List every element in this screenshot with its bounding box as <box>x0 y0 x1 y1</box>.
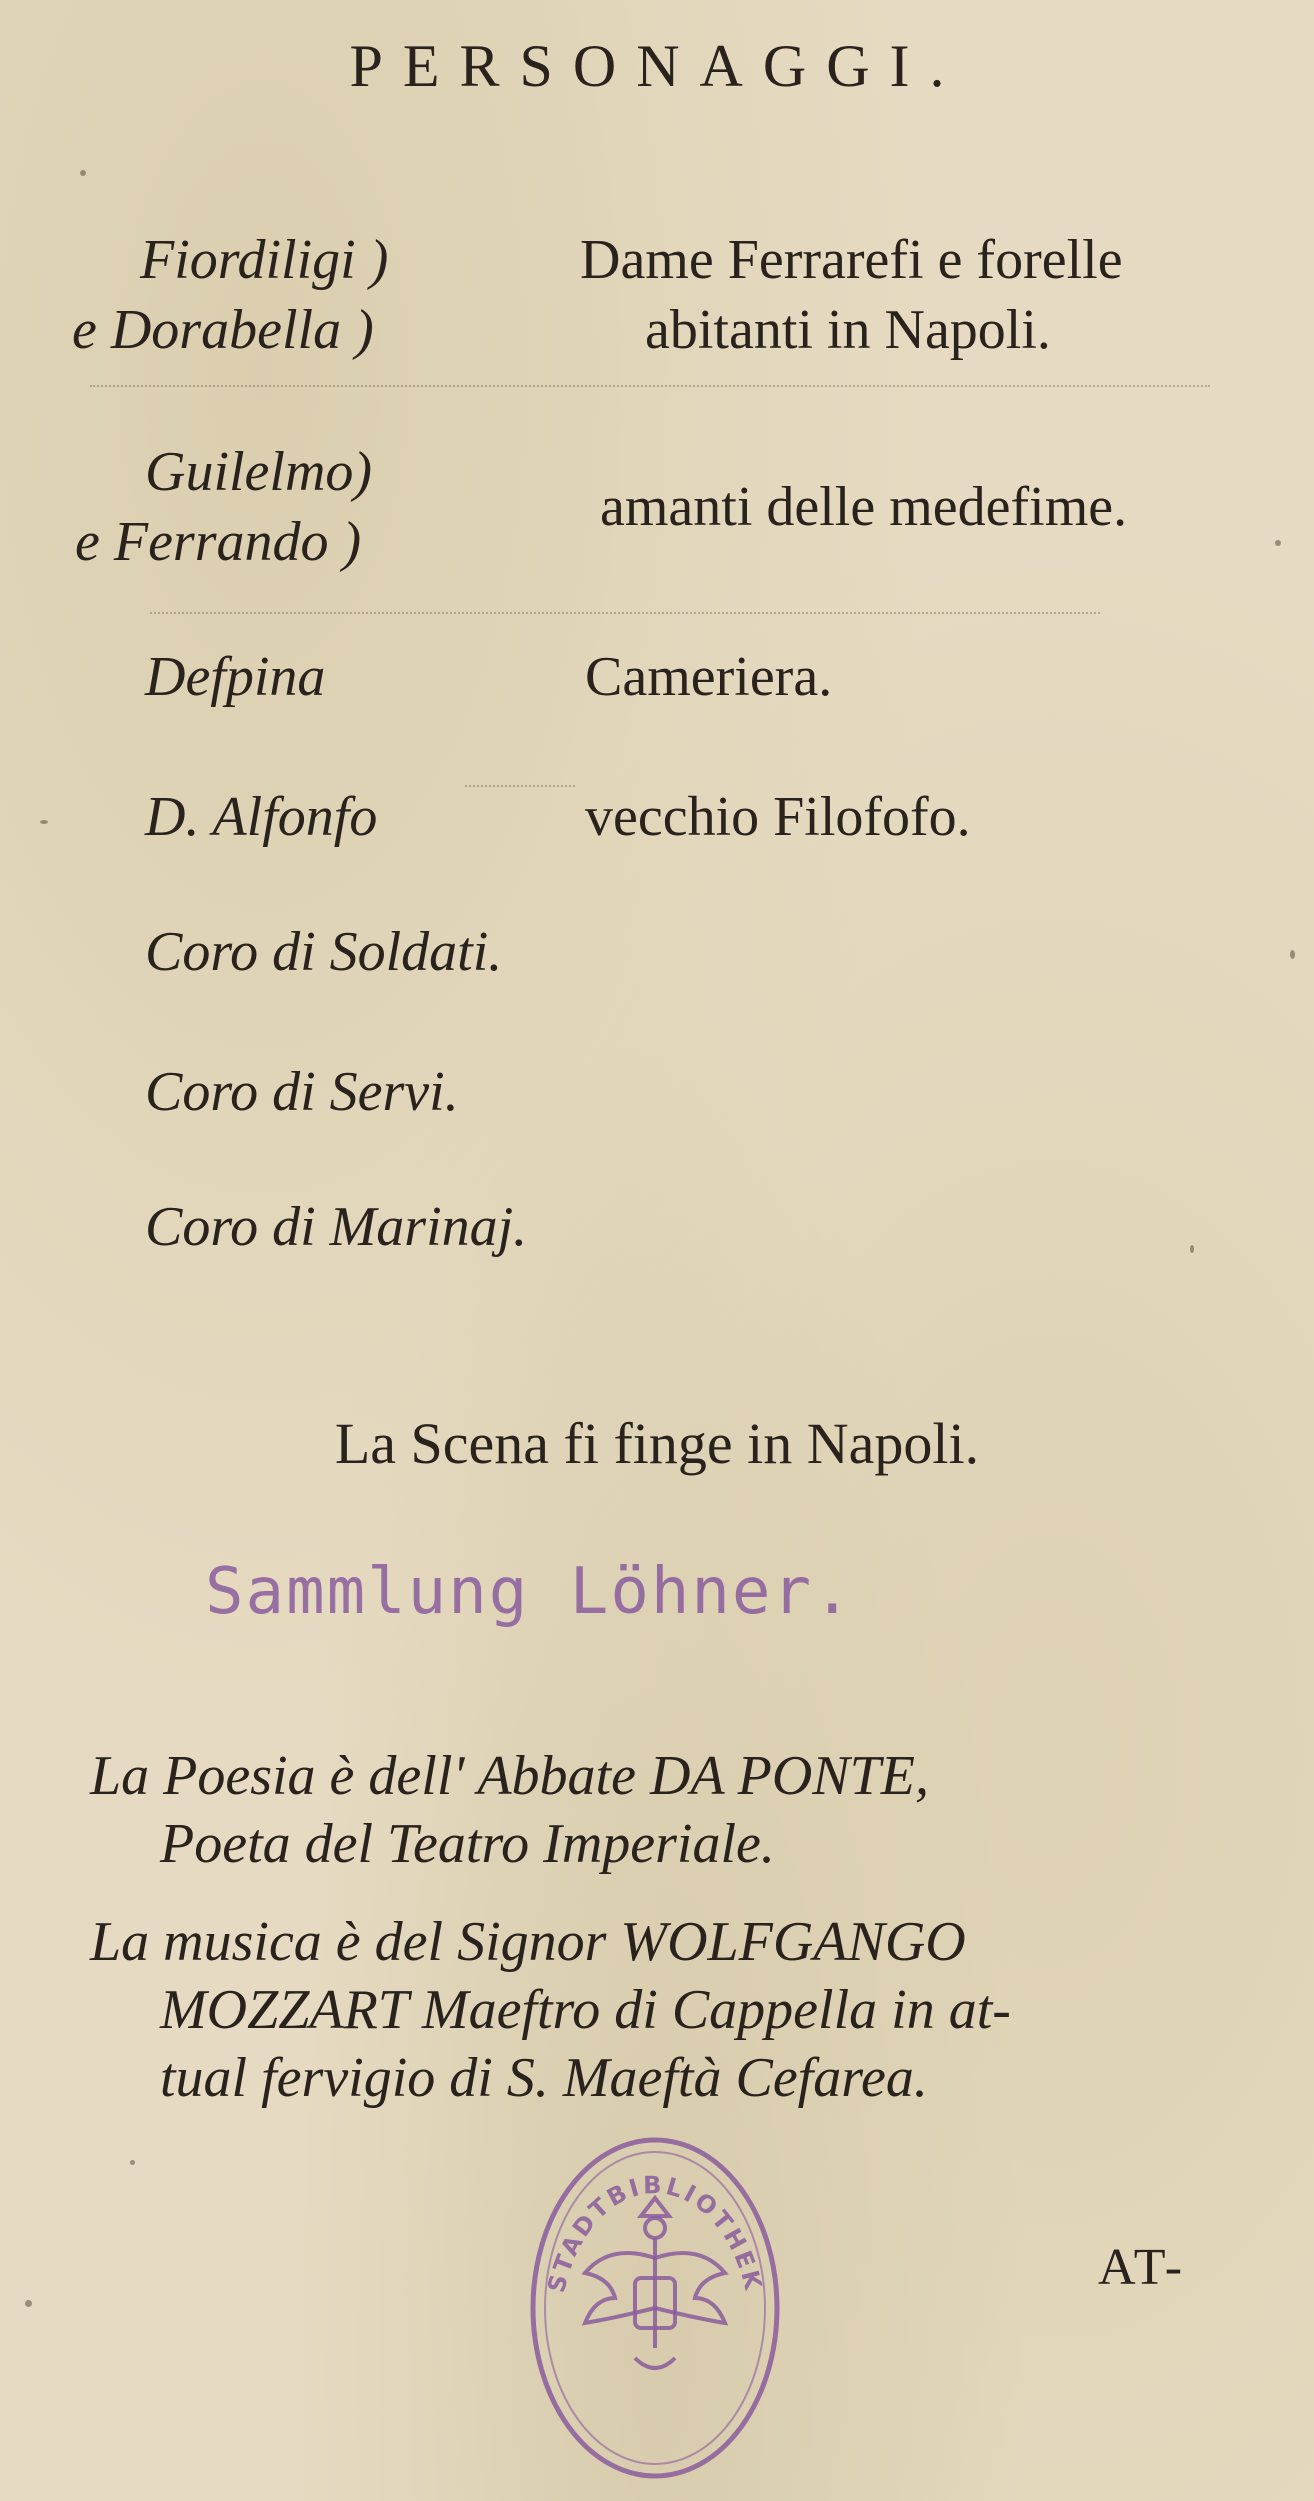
library-stamp <box>520 2128 790 2488</box>
character-name-despina: Defpina <box>145 646 326 708</box>
chorus-soldati: Coro di Soldati. <box>145 921 503 983</box>
ink-speck <box>25 2300 32 2307</box>
ink-speck <box>130 2160 135 2165</box>
page-title: PERSONAGGI. <box>349 33 965 99</box>
collection-stamp: Sammlung Löhner. <box>205 1555 854 1629</box>
character-name-guilelmo: Guilelmo) <box>145 441 373 503</box>
divider <box>150 612 1100 614</box>
character-name-alfonso: D. Alfonfo <box>145 786 378 848</box>
chorus-marinaj: Coro di Marinaj. <box>145 1196 528 1258</box>
ink-speck <box>40 820 48 824</box>
ink-speck <box>1290 950 1295 959</box>
character-desc-abitanti: abitanti in Napoli. <box>645 299 1051 361</box>
ink-speck <box>80 170 86 176</box>
library-stamp-text: STADTBIBLIOTHEK <box>542 2171 768 2296</box>
chorus-servi: Coro di Servi. <box>145 1061 459 1123</box>
character-desc-cameriera: Cameriera. <box>585 646 833 708</box>
divider <box>90 385 1210 387</box>
music-credit-line: tual fervigio di S. Maeftà Cefarea. <box>160 2047 928 2109</box>
catchword: AT- <box>1098 2239 1187 2296</box>
ink-speck <box>1190 1245 1194 1253</box>
character-name-dorabella: e Dorabella ) <box>72 299 374 361</box>
divider <box>465 785 575 787</box>
eagle-icon <box>585 2198 725 2368</box>
music-credit-line: La musica è del Signor WOLFGANGO <box>90 1911 966 1973</box>
poetry-credit-line: Poeta del Teatro Imperiale. <box>160 1813 775 1875</box>
character-desc-amanti: amanti delle medefime. <box>600 476 1128 538</box>
music-credit <box>90 1908 1290 2112</box>
character-name-fiordiligi: Fiordiligi ) <box>140 229 389 291</box>
poetry-credit <box>90 1742 1290 1878</box>
scene-note: La Scena fi finge in Napoli. <box>334 1411 980 1476</box>
character-name-ferrando: e Ferrando ) <box>75 511 362 573</box>
character-desc-dame: Dame Ferrarefi e forelle <box>580 229 1123 291</box>
character-desc-filosofo: vecchio Filofofo. <box>585 786 971 848</box>
music-credit-line: MOZZART Maeftro di Cappella in at- <box>160 1979 1011 2041</box>
poetry-credit-line: La Poesia è dell' Abbate DA PONTE, <box>90 1745 929 1807</box>
ink-speck <box>1275 540 1281 546</box>
